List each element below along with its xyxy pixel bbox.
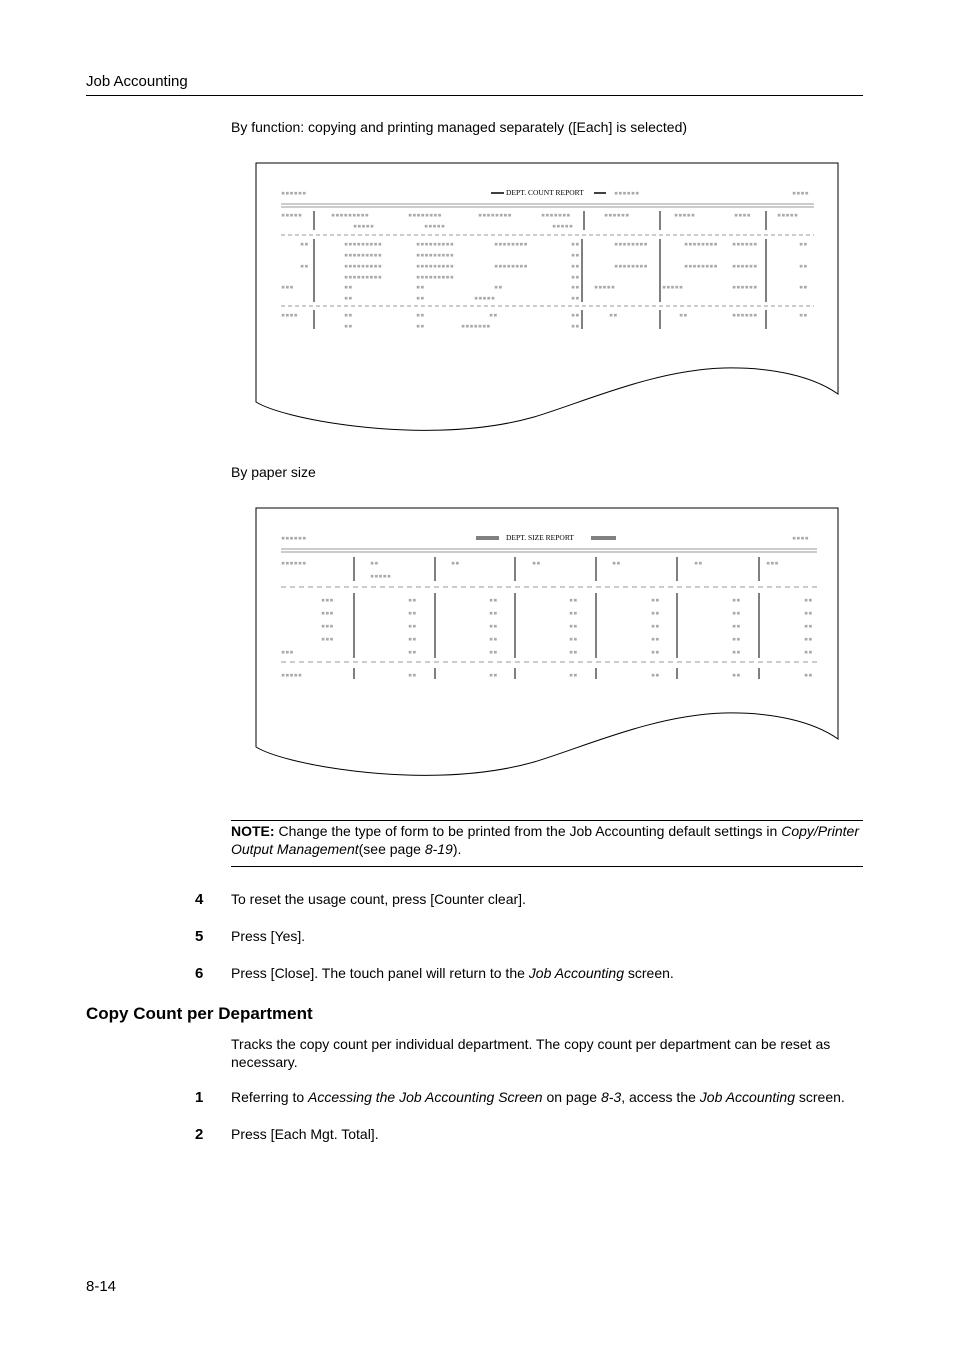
step-text-post: screen. — [795, 1089, 845, 1105]
svg-text:▪▪: ▪▪ — [799, 240, 808, 248]
svg-text:▪▪: ▪▪ — [569, 671, 578, 679]
caption-by-paper-size: By paper size — [231, 464, 316, 480]
svg-text:▪▪▪▪▪▪: ▪▪▪▪▪▪ — [732, 240, 758, 248]
svg-text:▪▪: ▪▪ — [569, 635, 578, 643]
svg-text:▪▪: ▪▪ — [651, 635, 660, 643]
svg-text:▪▪: ▪▪ — [416, 294, 425, 302]
svg-text:▪▪: ▪▪ — [651, 596, 660, 604]
svg-text:▪▪▪▪: ▪▪▪▪ — [792, 189, 809, 197]
page-number: 8-14 — [86, 1278, 117, 1295]
svg-text:▪▪: ▪▪ — [569, 648, 578, 656]
header-rule — [86, 95, 863, 96]
svg-text:▪▪: ▪▪ — [651, 622, 660, 630]
step-text — [231, 1089, 871, 1105]
svg-text:▪▪▪▪▪: ▪▪▪▪▪ — [281, 671, 303, 679]
svg-text:▪▪▪▪: ▪▪▪▪ — [281, 311, 298, 319]
svg-text:▪▪: ▪▪ — [571, 294, 580, 302]
svg-text:▪▪▪▪▪▪▪▪▪: ▪▪▪▪▪▪▪▪▪ — [416, 251, 454, 259]
svg-text:▪▪: ▪▪ — [489, 622, 498, 630]
svg-text:▪▪: ▪▪ — [416, 283, 425, 291]
svg-text:▪▪▪▪▪▪▪▪▪: ▪▪▪▪▪▪▪▪▪ — [344, 273, 382, 281]
note-text-1: Change the type of form to be printed from the Job Accounting default settings in — [274, 823, 782, 839]
note-top-rule — [231, 820, 863, 821]
note — [231, 822, 863, 858]
step-number: 4 — [195, 891, 204, 908]
svg-text:▪▪: ▪▪ — [732, 635, 741, 643]
svg-text:▪▪: ▪▪ — [489, 671, 498, 679]
note-label: NOTE: — [231, 823, 275, 839]
svg-text:▪▪▪▪▪▪▪▪: ▪▪▪▪▪▪▪▪ — [614, 240, 648, 248]
svg-text:▪▪▪▪▪▪▪▪▪: ▪▪▪▪▪▪▪▪▪ — [344, 240, 382, 248]
svg-text:▪▪: ▪▪ — [732, 671, 741, 679]
note-italic-2: 8-19 — [424, 841, 453, 857]
note-bottom-rule — [231, 866, 863, 867]
svg-text:▪▪: ▪▪ — [571, 262, 580, 270]
svg-text:▪▪: ▪▪ — [571, 311, 580, 319]
svg-text:▪▪: ▪▪ — [571, 240, 580, 248]
svg-text:▪▪▪: ▪▪▪ — [321, 596, 334, 604]
svg-text:▪▪: ▪▪ — [799, 283, 808, 291]
caption-by-function: By function: copying and printing managed separately ([Each] is selected) — [231, 119, 688, 135]
svg-text:▪▪▪▪▪▪▪▪▪: ▪▪▪▪▪▪▪▪▪ — [331, 211, 369, 219]
svg-text:▪▪▪▪: ▪▪▪▪ — [792, 534, 809, 542]
svg-text:▪▪: ▪▪ — [451, 559, 460, 567]
step-text-em: Accessing the Job Accounting Screen — [308, 1089, 543, 1105]
svg-text:▪▪: ▪▪ — [408, 635, 417, 643]
svg-text:▪▪: ▪▪ — [804, 635, 813, 643]
svg-text:▪▪: ▪▪ — [571, 283, 580, 291]
svg-text:▪▪▪▪▪▪▪▪▪: ▪▪▪▪▪▪▪▪▪ — [344, 262, 382, 270]
step-number: 2 — [195, 1126, 204, 1143]
step-text-em: 8-3 — [600, 1089, 622, 1105]
svg-text:▪▪▪▪▪▪▪▪: ▪▪▪▪▪▪▪▪ — [494, 262, 528, 270]
svg-text:▪▪▪: ▪▪▪ — [321, 609, 334, 617]
svg-text:▪▪: ▪▪ — [489, 648, 498, 656]
svg-text:▪▪: ▪▪ — [489, 311, 498, 319]
svg-text:▪▪▪▪▪: ▪▪▪▪▪ — [353, 222, 375, 230]
svg-text:▪▪▪▪▪▪▪▪▪: ▪▪▪▪▪▪▪▪▪ — [416, 240, 454, 248]
svg-text:▪▪: ▪▪ — [408, 622, 417, 630]
step-text-pre: Referring to — [231, 1089, 309, 1105]
svg-text:▪▪▪: ▪▪▪ — [281, 648, 294, 656]
svg-text:▪▪▪▪▪▪▪▪: ▪▪▪▪▪▪▪▪ — [684, 262, 718, 270]
svg-text:▪▪▪▪▪▪▪▪: ▪▪▪▪▪▪▪▪ — [478, 211, 512, 219]
svg-text:▪▪: ▪▪ — [408, 609, 417, 617]
step-text — [231, 965, 863, 981]
svg-text:▪▪: ▪▪ — [489, 596, 498, 604]
svg-text:▪▪: ▪▪ — [651, 609, 660, 617]
svg-text:▪▪▪▪▪: ▪▪▪▪▪ — [777, 211, 799, 219]
step-number: 1 — [195, 1089, 204, 1106]
svg-text:▪▪▪▪▪: ▪▪▪▪▪ — [674, 211, 696, 219]
svg-text:▪▪▪▪▪▪▪▪: ▪▪▪▪▪▪▪▪ — [408, 211, 442, 219]
svg-text:▪▪▪: ▪▪▪ — [766, 559, 779, 567]
svg-text:▪▪: ▪▪ — [804, 596, 813, 604]
svg-text:▪▪▪▪▪▪: ▪▪▪▪▪▪ — [732, 311, 758, 319]
running-header: Job Accounting — [86, 73, 188, 90]
svg-text:▪▪: ▪▪ — [804, 648, 813, 656]
count-report-title: DEPT. COUNT REPORT — [506, 188, 584, 197]
svg-text:▪▪: ▪▪ — [416, 322, 425, 330]
section-intro: Tracks the copy count per individual department. The copy count per department can be reset as necessary. — [231, 1036, 831, 1070]
svg-text:▪▪▪▪▪▪: ▪▪▪▪▪▪ — [732, 283, 758, 291]
svg-text:▪▪: ▪▪ — [494, 283, 503, 291]
svg-text:▪▪: ▪▪ — [799, 262, 808, 270]
svg-text:▪▪▪▪▪: ▪▪▪▪▪ — [662, 283, 684, 291]
svg-text:▪▪▪▪▪: ▪▪▪▪▪ — [474, 294, 496, 302]
svg-text:▪▪: ▪▪ — [344, 294, 353, 302]
svg-text:▪▪▪▪▪▪▪▪: ▪▪▪▪▪▪▪▪ — [684, 240, 718, 248]
svg-text:▪▪▪: ▪▪▪ — [281, 283, 294, 291]
svg-text:▪▪▪▪▪▪: ▪▪▪▪▪▪ — [281, 559, 307, 567]
svg-text:▪▪: ▪▪ — [416, 311, 425, 319]
svg-text:▪▪: ▪▪ — [804, 609, 813, 617]
svg-text:▪▪: ▪▪ — [408, 648, 417, 656]
svg-text:▪▪: ▪▪ — [679, 311, 688, 319]
svg-text:▪▪▪▪▪: ▪▪▪▪▪ — [594, 283, 616, 291]
svg-text:▪▪: ▪▪ — [532, 559, 541, 567]
svg-text:▪▪: ▪▪ — [804, 671, 813, 679]
svg-text:▪▪: ▪▪ — [799, 311, 808, 319]
svg-text:▪▪▪▪▪▪▪▪▪: ▪▪▪▪▪▪▪▪▪ — [416, 262, 454, 270]
svg-text:▪▪▪▪▪▪: ▪▪▪▪▪▪ — [604, 211, 630, 219]
svg-text:▪▪: ▪▪ — [408, 671, 417, 679]
size-report-title: DEPT. SIZE REPORT — [506, 533, 574, 542]
svg-text:▪▪: ▪▪ — [489, 635, 498, 643]
svg-text:▪▪: ▪▪ — [694, 559, 703, 567]
svg-text:▪▪: ▪▪ — [571, 251, 580, 259]
svg-text:▪▪: ▪▪ — [569, 596, 578, 604]
step-text-em: Job Accounting — [699, 1089, 795, 1105]
step-text-mid: on page — [542, 1089, 601, 1105]
svg-text:▪▪: ▪▪ — [569, 609, 578, 617]
svg-text:▪▪: ▪▪ — [370, 559, 379, 567]
dept-count-report-illustration — [254, 162, 844, 434]
step-text: To reset the usage count, press [Counter clear]. — [231, 891, 526, 907]
svg-text:▪▪: ▪▪ — [571, 322, 580, 330]
step-text-mid: , access the — [621, 1089, 700, 1105]
svg-text:▪▪: ▪▪ — [732, 596, 741, 604]
svg-text:▪▪▪▪▪▪▪: ▪▪▪▪▪▪▪ — [461, 322, 491, 330]
svg-text:▪▪▪▪▪▪▪: ▪▪▪▪▪▪▪ — [541, 211, 571, 219]
note-text-2: (see page — [358, 841, 425, 857]
svg-text:▪▪: ▪▪ — [344, 322, 353, 330]
section-title: Copy Count per Department — [86, 1004, 313, 1023]
svg-text:▪▪: ▪▪ — [651, 671, 660, 679]
svg-text:▪▪: ▪▪ — [300, 240, 309, 248]
svg-text:▪▪▪▪▪: ▪▪▪▪▪ — [424, 222, 446, 230]
svg-text:▪▪▪▪▪: ▪▪▪▪▪ — [552, 222, 574, 230]
svg-text:▪▪▪▪▪▪: ▪▪▪▪▪▪ — [732, 262, 758, 270]
svg-text:▪▪: ▪▪ — [300, 262, 309, 270]
svg-text:▪▪▪▪▪▪: ▪▪▪▪▪▪ — [281, 534, 307, 542]
svg-text:▪▪▪▪▪▪▪▪: ▪▪▪▪▪▪▪▪ — [614, 262, 648, 270]
svg-text:▪▪: ▪▪ — [489, 609, 498, 617]
svg-text:▪▪: ▪▪ — [732, 622, 741, 630]
svg-text:▪▪▪▪▪: ▪▪▪▪▪ — [281, 211, 303, 219]
note-italic-1: Copy/Printer Output Management — [231, 823, 860, 857]
svg-text:▪▪: ▪▪ — [344, 283, 353, 291]
svg-text:▪▪: ▪▪ — [651, 648, 660, 656]
svg-text:▪▪: ▪▪ — [612, 559, 621, 567]
step-number: 6 — [195, 965, 204, 982]
svg-text:▪▪▪▪▪: ▪▪▪▪▪ — [370, 572, 392, 580]
dept-size-report-illustration — [254, 507, 844, 779]
svg-text:▪▪▪: ▪▪▪ — [321, 622, 334, 630]
step-text-pre: Press [Close]. The touch panel will return to the — [231, 965, 529, 981]
step-text-em: Job Accounting — [528, 965, 624, 981]
size-report-svg — [254, 507, 844, 779]
svg-text:▪▪▪▪▪▪: ▪▪▪▪▪▪ — [614, 189, 640, 197]
svg-text:▪▪: ▪▪ — [732, 648, 741, 656]
svg-text:▪▪: ▪▪ — [609, 311, 618, 319]
svg-text:▪▪: ▪▪ — [569, 622, 578, 630]
svg-text:▪▪: ▪▪ — [804, 622, 813, 630]
svg-text:▪▪: ▪▪ — [344, 311, 353, 319]
svg-text:▪▪▪▪▪▪▪▪▪: ▪▪▪▪▪▪▪▪▪ — [416, 273, 454, 281]
svg-text:▪▪▪▪▪▪: ▪▪▪▪▪▪ — [281, 189, 307, 197]
svg-text:▪▪▪▪▪▪▪▪: ▪▪▪▪▪▪▪▪ — [494, 240, 528, 248]
svg-text:▪▪: ▪▪ — [408, 596, 417, 604]
count-report-svg — [254, 162, 844, 434]
svg-text:▪▪▪▪▪▪▪▪▪: ▪▪▪▪▪▪▪▪▪ — [344, 251, 382, 259]
note-text-3: ). — [452, 841, 462, 857]
step-text: Press [Each Mgt. Total]. — [231, 1126, 379, 1142]
step-number: 5 — [195, 928, 204, 945]
svg-text:▪▪: ▪▪ — [732, 609, 741, 617]
svg-text:▪▪▪▪: ▪▪▪▪ — [734, 211, 751, 219]
svg-text:▪▪: ▪▪ — [571, 273, 580, 281]
svg-text:▪▪▪: ▪▪▪ — [321, 635, 334, 643]
step-text: Press [Yes]. — [231, 928, 306, 944]
step-text-post: screen. — [624, 965, 674, 981]
